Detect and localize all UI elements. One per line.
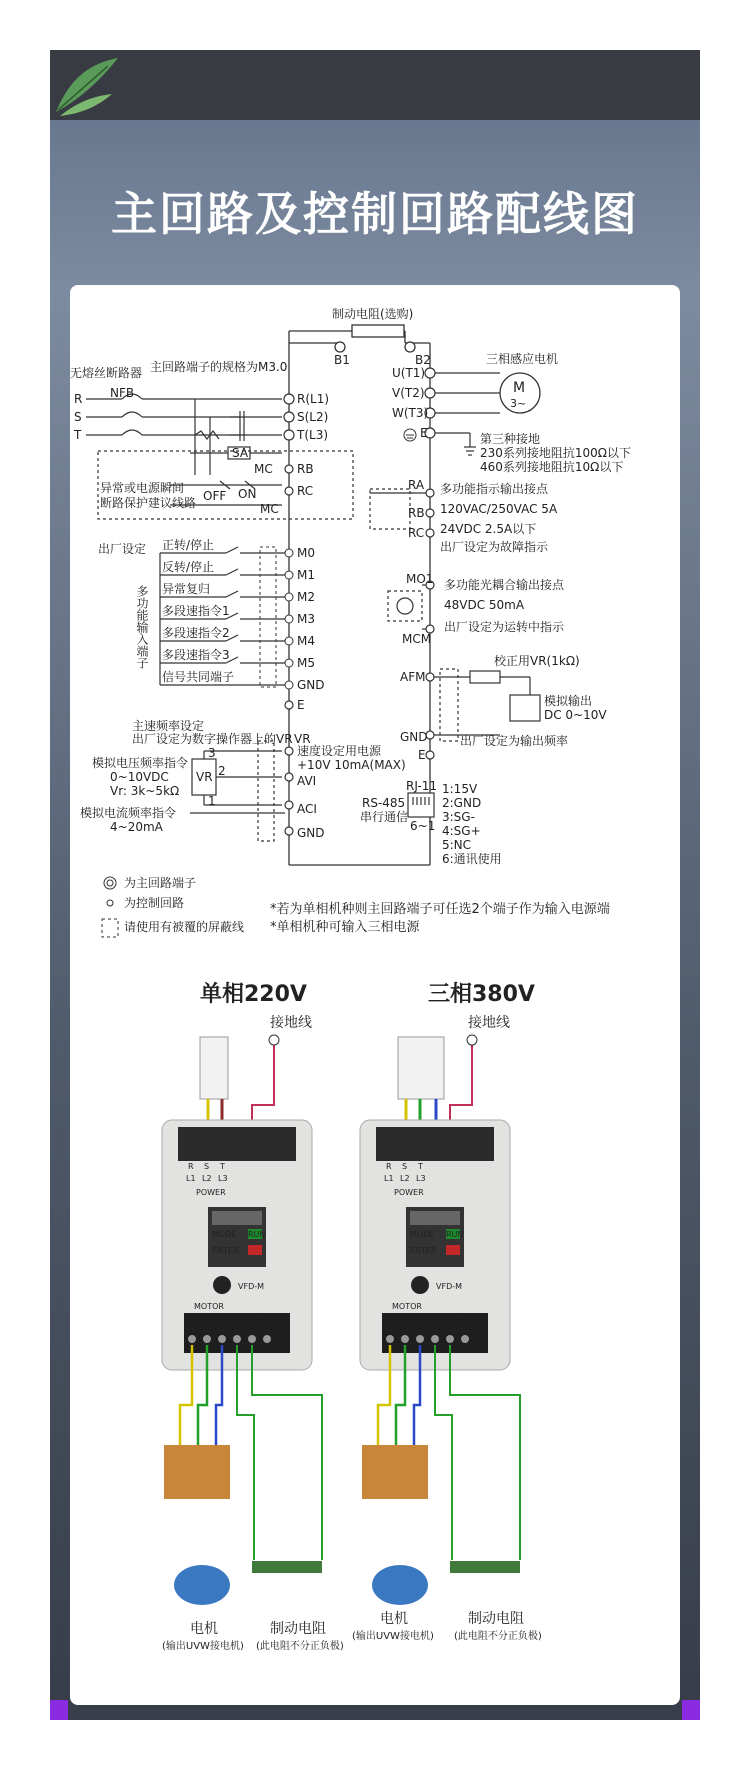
motor-icon — [372, 1565, 428, 1605]
input-terminal: M1 — [297, 568, 315, 582]
three-phase-title: 三相380V — [428, 982, 535, 1007]
opto-note-2: 48VDC 50mA — [444, 598, 525, 612]
unit-label: B2 — [252, 1324, 263, 1333]
unit-label: MOTOR — [194, 1302, 224, 1311]
unit-label: S — [402, 1162, 408, 1171]
sa-label: SA — [232, 446, 249, 460]
input-row — [160, 647, 315, 670]
bottom-accent-right — [682, 1700, 700, 1720]
vfd-units — [162, 1035, 520, 1605]
legend-control-circuit: 为控制回路 — [124, 896, 185, 910]
knob-icon[interactable] — [411, 1276, 429, 1294]
svg-text:3:SG-: 3:SG- — [442, 810, 475, 824]
wiring-diagram — [70, 285, 680, 1705]
unit-label: MODE — [410, 1230, 435, 1239]
opto-note-3: 出厂设定为运转中指示 — [444, 620, 565, 634]
unit-label: ENTER — [212, 1246, 239, 1255]
u-terminal: U(T1) — [392, 366, 426, 380]
v-terminal: V(T2) — [392, 386, 425, 400]
unit-label: T2 — [201, 1324, 211, 1333]
afm-terminal: AFM — [400, 670, 426, 684]
input-terminal: M0 — [297, 546, 315, 560]
rs485-pinout — [442, 782, 502, 866]
legend-note-1: *若为单相机种则主回路端子可任选2个端子作为输入电源端 — [270, 902, 610, 917]
unit-label: RUN — [446, 1230, 464, 1239]
vr-label: VR — [196, 770, 213, 784]
ground-230: 230系列接地阻抗100Ω以下 — [480, 446, 631, 460]
mcm-terminal: MCM — [402, 632, 432, 646]
b2-label: B2 — [415, 353, 431, 367]
poster-frame — [50, 50, 700, 1720]
unit-label: MODE — [212, 1230, 237, 1239]
single-phase-title: 单相220V — [200, 982, 307, 1007]
w-terminal: W(T3) — [392, 406, 429, 420]
mc-label: MC — [254, 462, 273, 476]
legend — [102, 875, 610, 937]
afm-note: 出厂设定为输出频率 — [460, 734, 569, 748]
rj11-label: RJ-11 — [406, 779, 438, 793]
ra-terminal: RA — [408, 478, 425, 492]
input-row — [160, 559, 315, 582]
relay-note-3: 24VDC 2.5A以下 — [440, 522, 537, 536]
terminal-block-icon — [164, 1445, 230, 1499]
sl2-terminal: S(L2) — [297, 410, 329, 424]
input-label: 多段速指令1 — [162, 604, 230, 618]
off-label: OFF — [203, 489, 227, 503]
breaker-label: 无熔丝断路器 — [70, 366, 143, 380]
ground-icon — [467, 1035, 477, 1045]
unit-label: R — [188, 1162, 194, 1171]
svg-text:M: M — [513, 380, 526, 396]
vfd-three-phase — [360, 1035, 520, 1605]
input-row — [160, 537, 315, 560]
ground-icon — [269, 1035, 279, 1045]
s-input-label: S — [74, 410, 82, 424]
gnd-terminal: GND — [297, 826, 325, 840]
input-terminal: GND — [297, 678, 325, 692]
e-terminal-top: E — [420, 426, 428, 440]
relay-note-4: 出厂设定为故障指示 — [440, 540, 549, 554]
svg-text:6:通讯使用: 6:通讯使用 — [442, 852, 502, 866]
vr-pin-3: 3 — [208, 746, 216, 760]
input-label: 异常复归 — [162, 582, 211, 596]
analog-out-2: DC 0~10V — [544, 708, 607, 722]
legend-shield: 请使用有被覆的屏蔽线 — [124, 920, 245, 934]
vr-terminal: VR — [294, 732, 311, 746]
terminal-block-icon — [362, 1445, 428, 1499]
unit-label: W — [418, 1312, 426, 1321]
afm-circuit — [434, 669, 540, 741]
page-title: 主回路及控制回路配线图 — [111, 187, 639, 241]
svg-text:3~: 3~ — [510, 397, 527, 410]
opto-coupler-icon — [388, 585, 430, 629]
svg-text:5:NC: 5:NC — [442, 838, 472, 852]
unit-label: L2 — [400, 1174, 410, 1183]
b1-label: B1 — [334, 353, 350, 367]
input-row — [160, 603, 315, 626]
unit-label: MOTOR — [392, 1302, 422, 1311]
brake-resistor-label: 制动电阻(选购) — [332, 307, 414, 321]
main-freq-2: 出厂设定为数字操作器上的VR — [132, 732, 293, 746]
motor-note-1: (输出UVW接电机) — [162, 1641, 244, 1652]
ground-wire-label-2: 接地线 — [468, 1015, 510, 1031]
leaf-decoration-icon — [52, 52, 122, 118]
input-label: 多段速指令3 — [162, 648, 230, 662]
rb-terminal-right: RB — [408, 506, 425, 520]
input-terminal: M3 — [297, 612, 315, 626]
input-terminal: M5 — [297, 656, 315, 670]
protection-note-2: 断路保护建议线路 — [100, 496, 197, 510]
avi-terminal: AVI — [297, 774, 317, 788]
unit-label: T — [220, 1162, 225, 1171]
unit-label: T — [418, 1162, 423, 1171]
aci-terminal: ACI — [297, 802, 317, 816]
vr-pin-1: 1 — [208, 794, 216, 808]
motor-symbol-icon — [500, 373, 540, 413]
brake-resistor-icon — [450, 1561, 520, 1573]
unit-label: L1 — [186, 1174, 196, 1183]
breaker-icon — [398, 1037, 444, 1099]
unit-label: VFD-M — [238, 1282, 265, 1291]
rj11-pins: 6~1 — [410, 819, 436, 833]
svg-text:2:GND: 2:GND — [442, 796, 482, 810]
motor-label-1: 电机 — [190, 1621, 218, 1637]
unit-label: T3 — [414, 1324, 424, 1333]
protection-note-1: 异常或电源瞬间 — [100, 481, 185, 495]
motor-note-2: (输出UVW接电机) — [352, 1631, 434, 1642]
rj11-port-icon — [408, 793, 434, 817]
legend-note-2: *单相机种可输入三相电源 — [270, 920, 420, 935]
vfd-single-phase — [162, 1035, 322, 1605]
breaker-switch-icon — [86, 394, 282, 475]
mc-label-2: MC — [260, 502, 279, 516]
unit-label: L2 — [202, 1174, 212, 1183]
factory-setting-label: 出厂设定 — [98, 542, 147, 556]
t-input-label: T — [74, 428, 82, 442]
rl1-terminal: R(L1) — [297, 392, 330, 406]
spec-note: 主回路端子的规格为M3.0 — [150, 360, 288, 374]
unit-label: L3 — [416, 1174, 426, 1183]
unit-label: POWER — [196, 1188, 226, 1197]
e-terminal-control: E — [297, 698, 305, 712]
ground-460: 460系列接地阻抗10Ω以下 — [480, 460, 624, 474]
on-label: ON — [238, 487, 257, 501]
input-row — [160, 581, 315, 604]
knob-icon[interactable] — [213, 1276, 231, 1294]
resistor-label-2: 制动电阻 — [468, 1611, 524, 1627]
svg-text:1:15V: 1:15V — [442, 782, 478, 796]
vr-cal-label: 校正用VR(1kΩ) — [494, 654, 580, 668]
input-label: 多段速指令2 — [162, 626, 230, 640]
multi-input-label: 多功能输入端子 — [135, 585, 149, 669]
speed-supply-2: +10V 10mA(MAX) — [297, 758, 406, 772]
unit-label: U — [388, 1312, 394, 1321]
unit-label: RUN — [248, 1230, 266, 1239]
input-terminal: M2 — [297, 590, 315, 604]
unit-label: T1 — [186, 1324, 196, 1333]
unit-label: POWER — [394, 1188, 424, 1197]
motor-icon — [174, 1565, 230, 1605]
unit-label: T3 — [216, 1324, 226, 1333]
digital-inputs — [160, 537, 325, 692]
ground-wire-label-1: 接地线 — [270, 1015, 312, 1031]
analog-v-2: 0~10VDC — [110, 770, 169, 784]
unit-label: B1 — [236, 1324, 247, 1333]
resistor-label-1: 制动电阻 — [270, 1621, 326, 1637]
unit-label: R — [386, 1162, 392, 1171]
mo1-terminal: MO1 — [406, 572, 434, 586]
stop-button[interactable] — [248, 1245, 262, 1255]
input-label: 反转/停止 — [162, 560, 215, 574]
unit-label: U — [190, 1312, 196, 1321]
ground-icon — [404, 429, 416, 441]
analog-i-1: 模拟电流频率指令 — [80, 806, 177, 820]
input-terminal: M4 — [297, 634, 315, 648]
resistor-note-2: (此电阻不分正负极) — [454, 1631, 542, 1642]
unit-label: B2 — [450, 1324, 461, 1333]
analog-out-1: 模拟输出 — [544, 694, 593, 708]
relay-note-1: 多功能指示输出接点 — [440, 482, 549, 496]
brake-resistor-group — [289, 325, 430, 343]
analog-v-3: Vr: 3k~5kΩ — [110, 784, 180, 798]
tl3-terminal: T(L3) — [297, 428, 329, 442]
motor-label-2: 电机 — [380, 1611, 408, 1627]
analog-v-1: 模拟电压频率指令 — [92, 756, 189, 770]
input-row — [160, 625, 315, 648]
unit-label: T2 — [399, 1324, 409, 1333]
svg-text:4:SG+: 4:SG+ — [442, 824, 481, 838]
brake-resistor-icon — [252, 1561, 322, 1573]
vr-pin-2: 2 — [218, 764, 226, 778]
unit-label: V — [403, 1312, 409, 1321]
speed-supply-1: 速度设定用电源 — [297, 744, 382, 758]
bottom-accent-left — [50, 1700, 68, 1720]
rb-terminal-left: RB — [297, 462, 314, 476]
unit-label: Brake — [442, 1312, 465, 1321]
r-input-label: R — [74, 392, 83, 406]
rs485-label-2: 串行通信 — [360, 810, 409, 824]
gnd-out-terminal: GND — [400, 730, 428, 744]
unit-label: T1 — [384, 1324, 394, 1333]
main-freq-1: 主速频率设定 — [132, 719, 205, 733]
unit-label: B1 — [434, 1324, 445, 1333]
unit-label: S — [204, 1162, 210, 1171]
unit-label: Brake — [244, 1312, 267, 1321]
unit-label: VFD-M — [436, 1282, 463, 1291]
input-label: 正转/停止 — [162, 538, 215, 552]
unit-label: L3 — [218, 1174, 228, 1183]
unit-label: W — [220, 1312, 228, 1321]
e-out-terminal: E — [418, 748, 426, 762]
motor-title: 三相感应电机 — [486, 352, 559, 366]
input-row — [160, 669, 325, 692]
unit-label: ENTER — [410, 1246, 437, 1255]
nfb-label: NFB — [110, 386, 135, 400]
relay-note-2: 120VAC/250VAC 5A — [440, 502, 558, 516]
rc-terminal-right: RC — [408, 526, 425, 540]
diagram-card — [70, 285, 680, 1705]
rs485-label-1: RS-485 — [362, 796, 406, 810]
top-bar — [50, 50, 700, 120]
stop-button[interactable] — [446, 1245, 460, 1255]
rc-terminal-left: RC — [297, 484, 314, 498]
breaker-icon — [200, 1037, 228, 1099]
input-label: 信号共同端子 — [162, 670, 235, 684]
unit-label: V — [205, 1312, 211, 1321]
resistor-note-1: (此电阻不分正负极) — [256, 1641, 344, 1652]
unit-label: L1 — [384, 1174, 394, 1183]
opto-note-1: 多功能光耦合输出接点 — [444, 578, 565, 592]
ground-title: 第三种接地 — [480, 432, 541, 446]
legend-main-terminal: 为主回路端子 — [124, 876, 197, 890]
analog-i-2: 4~20mA — [110, 820, 163, 834]
